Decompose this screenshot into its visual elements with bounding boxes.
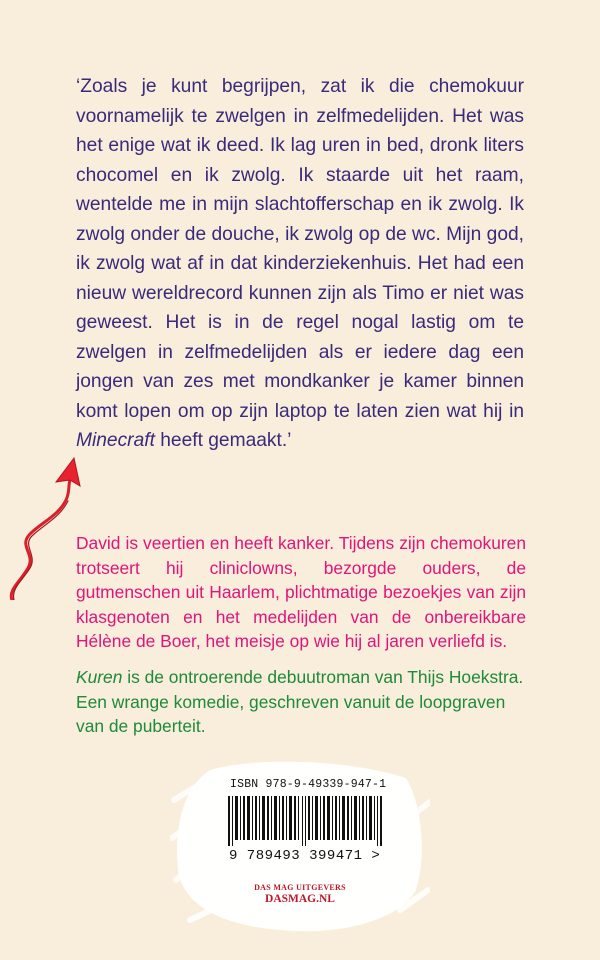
publisher-name: DAS MAG UITGEVERS <box>254 883 346 892</box>
isbn-label: ISBN 978-9-49339-947-1 <box>230 778 387 791</box>
closing-text: is de ontroerende debuutroman van Thijs Hoekstra. Een wrange komedie, geschreven vanuit de loopgraven van de puberteit. <box>76 667 524 737</box>
barcode <box>228 796 384 846</box>
publisher-url: DASMAG.NL <box>265 893 335 905</box>
quote-text: ‘Zoals je kunt begrijpen, zat ik die chemokuur voornamelijk te zwelgen in zelfmedelijden. Het was het enige wat ik deed. Ik lag uren in bed, dronk liters chocomel en ik zwolg. Ik staarde uit het raam, wentelde me in mijn slachtofferschap en ik zwolg. Ik zwolg onder de douche, ik zwolg op de wc. Mijn god, ik zwolg wat af in dat kinderziekenhuis. Het had een nieuw wereldrecord kunnen zijn als Timo er niet was geweest. Het is in de regel nogal lastig om te zwelgen in zelfmedelijden als er iedere dag een jongen van zes met mondkanker je kamer binnen komt lopen om op zijn laptop te laten zien wat hij in <box>76 76 524 422</box>
book-title: Kuren <box>76 667 123 687</box>
blurb-intro: David is veertien en heeft kanker. Tijdens zijn chemokuren trotseert hij cliniclowns, bezorgde ouders, de gutmenschen uit Haarlem, plichtmatige bezoekjes van zijn klasgenoten en het medelijden van de onbereikbare Hélène de Boer, het meisje op wie hij al jaren verliefd is. <box>76 533 526 652</box>
barcode-number: 9 789493 399471 > <box>229 848 381 864</box>
blurb-closing <box>76 665 526 739</box>
quote-text-end: heeft gemaakt.’ <box>154 430 292 451</box>
back-cover-quote <box>76 72 524 456</box>
quote-italic-title: Minecraft <box>76 430 155 451</box>
